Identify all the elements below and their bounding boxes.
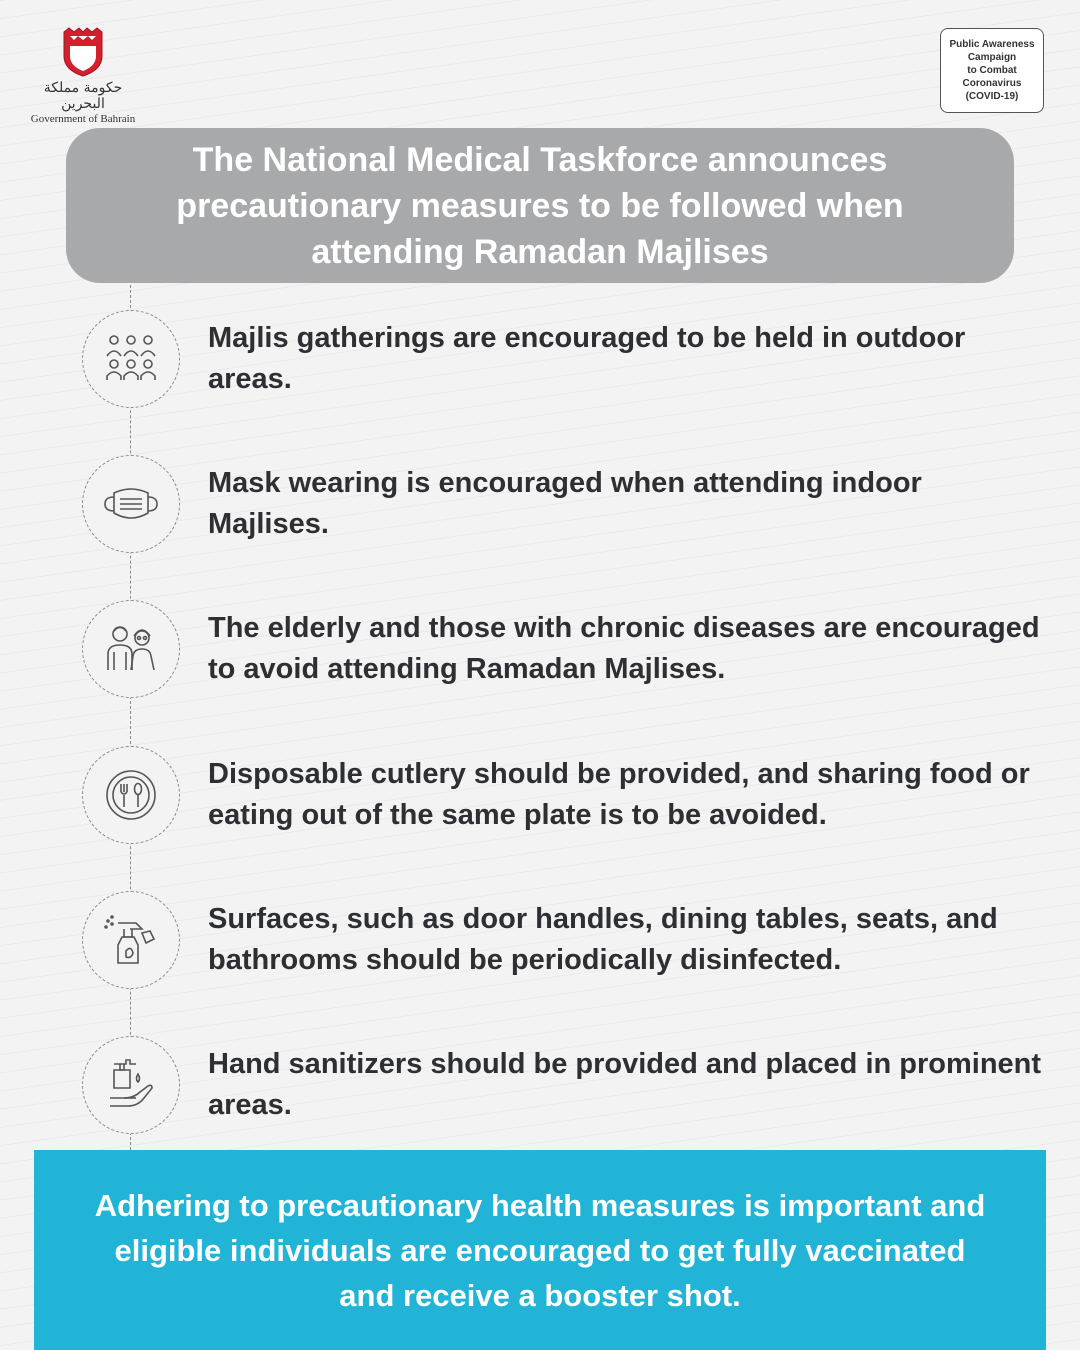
spray-bottle-icon: [100, 909, 162, 971]
timeline-connector: [130, 285, 131, 1150]
bahrain-emblem-icon: [60, 26, 106, 78]
icon-circle: [82, 600, 180, 698]
item-text: The elderly and those with chronic diseases are encouraged to avoid attending Ramadan Majlises.: [208, 612, 1040, 685]
item-text: Majlis gatherings are encouraged to be held in outdoor areas.: [208, 322, 966, 395]
logo-caption: Government of Bahrain: [30, 113, 136, 125]
item-text: Hand sanitizers should be provided and placed in prominent areas.: [208, 1048, 1042, 1121]
campaign-badge: [940, 28, 1044, 113]
item-text: Mask wearing is encouraged when attending indoor Majlises.: [208, 467, 922, 540]
icon-circle: [82, 891, 180, 989]
title-banner: [66, 128, 1014, 283]
elderly-couple-icon: [100, 618, 162, 680]
footer-banner: [34, 1150, 1046, 1350]
badge-line: Coronavirus: [962, 78, 1022, 89]
badge-line: (COVID-19): [965, 91, 1019, 102]
list-item: [82, 455, 1042, 555]
item-text: Disposable cutlery should be provided, and sharing food or eating out of the same plate is to be avoided.: [208, 758, 1030, 831]
icon-circle: [82, 1036, 180, 1134]
list-item: [82, 746, 1042, 846]
icon-circle: [82, 455, 180, 553]
logo-arabic-text: حكومة مملكة البحرين: [43, 80, 123, 112]
government-logo: [28, 26, 138, 125]
footer-message: Adhering to precautionary health measures is important and eligible individuals are encouraged to get fully vaccinated and receive a booster shot.: [94, 1187, 986, 1313]
badge-line: Public Awareness: [949, 39, 1035, 50]
cutlery-plate-icon: [100, 764, 162, 826]
list-item: [82, 600, 1042, 700]
icon-circle: [82, 746, 180, 844]
face-mask-icon: [100, 473, 162, 535]
icon-circle: [82, 310, 180, 408]
page-title: The National Medical Taskforce announces precautionary measures to be followed when attending Ramadan Majlises: [176, 140, 904, 271]
item-text: Surfaces, such as door handles, dining tables, seats, and bathrooms should be periodically disinfected.: [208, 903, 998, 976]
list-item: [82, 310, 1042, 410]
badge-line: Campaign: [967, 52, 1017, 63]
badge-line: to Combat: [967, 65, 1017, 76]
group-icon: [100, 328, 162, 390]
list-item: [82, 1036, 1042, 1136]
list-item: [82, 891, 1042, 991]
hand-sanitizer-icon: [100, 1054, 162, 1116]
